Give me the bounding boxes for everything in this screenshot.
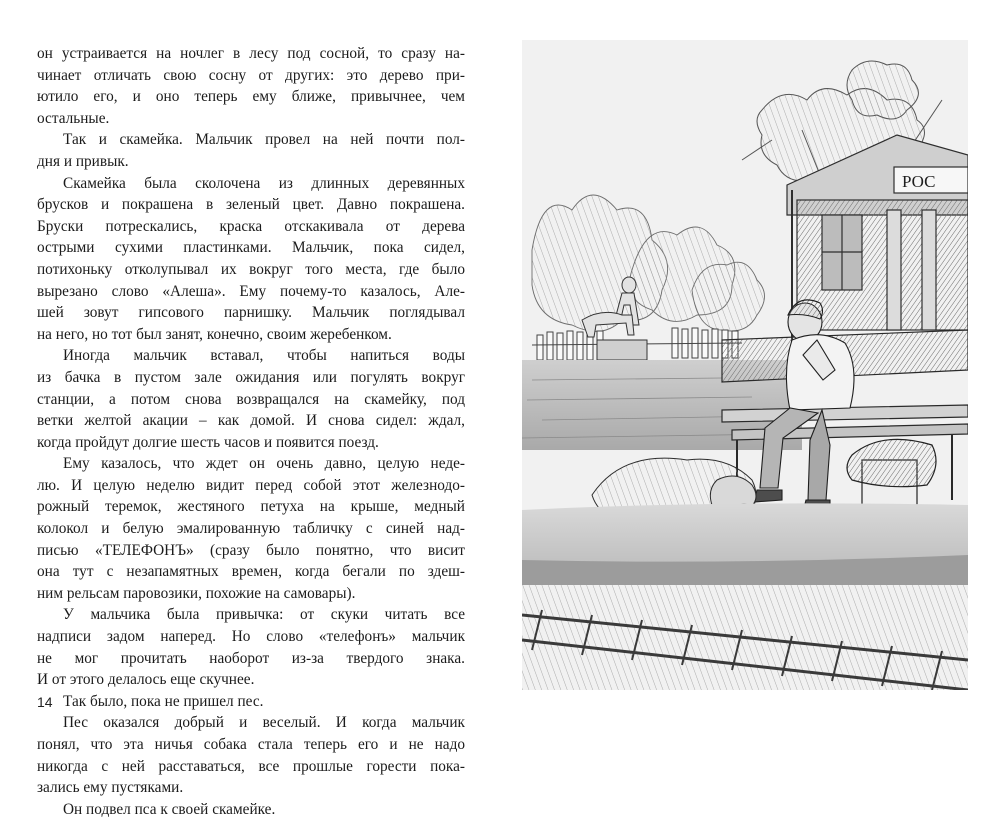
text-line: когда пройдут долгие шесть часов и появится поезд.: [37, 433, 379, 451]
text-line: из бачка в пустом зале ожидания или погулять вокруг: [37, 368, 465, 386]
text-line: колокол и белую эмалированную табличку с синей над-: [37, 520, 465, 538]
text-line: ним рельсам паровозики, похожие на самовары).: [37, 584, 356, 602]
text-line: зались ему пустяками.: [37, 779, 184, 797]
text-line: Бруски потрескались, краска отскакивала от дерева: [37, 217, 465, 235]
text-line: Он подвел пса к своей скамейке.: [63, 800, 276, 818]
right-page: [500, 0, 1000, 750]
text-line: дня и привык.: [37, 152, 129, 170]
paragraph: [37, 799, 465, 820]
text-line: Скамейка была сколочена из длинных деревянных: [63, 174, 465, 192]
text-line: она тут с незапамятных времен, когда бегали по здеш-: [37, 563, 465, 581]
illustration: [522, 40, 968, 690]
text-line: потихоньку отколупывал их вокруг того места, где было: [37, 260, 465, 278]
page-number: 14: [37, 694, 53, 710]
railway-tracks: [522, 585, 968, 690]
text-line: надписи задом наперед. Но слово «телефонъ» мальчик: [37, 628, 465, 646]
text-line: понял, что эта ничья собака стала теперь его и не надо: [37, 736, 465, 753]
text-line: писью «ТЕЛЕФОНЪ» (сразу было понятно, что висит: [37, 541, 465, 559]
text-line: ветки желтой акации – как домой. И снова сидел: ждал,: [37, 412, 465, 430]
text-line: не мог прочитать наоборот из-за твердого знака.: [37, 649, 465, 667]
left-page: [0, 0, 500, 818]
text-line: ютило его, и оно теперь ему ближе, привычнее, чем: [37, 88, 465, 106]
text-line: станции, а потом снова возвращался на скамейку, под: [37, 390, 465, 408]
paragraph: [37, 173, 465, 346]
text-line: он устраивается на ночлег в лесу под сосной, то сразу на-: [37, 45, 465, 62]
paragraph: [37, 453, 465, 604]
paragraph: [37, 604, 465, 690]
text-line: вырезано слово «Алеша». Ему почему-то казалось, Але-: [37, 282, 465, 300]
text-line: никогда с ней расставаться, все прошлые горести пока-: [37, 757, 465, 775]
text-line: остальные.: [37, 109, 110, 127]
paragraph: [37, 129, 465, 172]
text-line: лю. И целую неделю видит перед собой этот железнодо-: [37, 476, 465, 494]
text-line: Так и скамейка. Мальчик провел на ней почти пол-: [63, 131, 465, 149]
paragraph: [37, 712, 465, 798]
text-line: брусков и покрашена в зеленый цвет. Давно покрашена.: [37, 196, 465, 214]
text-line: Так было, пока не пришел пес.: [63, 692, 264, 710]
text-line: И от этого делалось еще скучнее.: [37, 671, 255, 689]
text-line: Ему казалось, что ждет он очень давно, целую неде-: [63, 455, 465, 473]
text-line: Пес оказался добрый и веселый. И когда мальчик: [63, 714, 465, 732]
text-line: на него, но тот был занят, конечно, своим жеребенком.: [37, 325, 392, 343]
text-line: шей зовут гипсового парнишку. Мальчик поглядывал: [37, 304, 465, 322]
text-line: чинает отличать свою сосну от других: это дерево при-: [37, 66, 465, 84]
text-line: Иногда мальчик вставал, чтобы напиться воды: [63, 347, 465, 365]
text-line: У мальчика была привычка: от скуки читать все: [63, 606, 465, 624]
paragraph: [37, 345, 465, 453]
text-line: острыми сухими пластинками. Мальчик, пока сидел,: [37, 239, 465, 257]
paragraph: [37, 691, 465, 713]
text-line: рожный теремок, жестяного петуха на крыше, медный: [37, 498, 465, 516]
body-text: [37, 43, 465, 820]
station-sign-text: РОС: [902, 172, 936, 191]
paragraph: [37, 43, 465, 129]
